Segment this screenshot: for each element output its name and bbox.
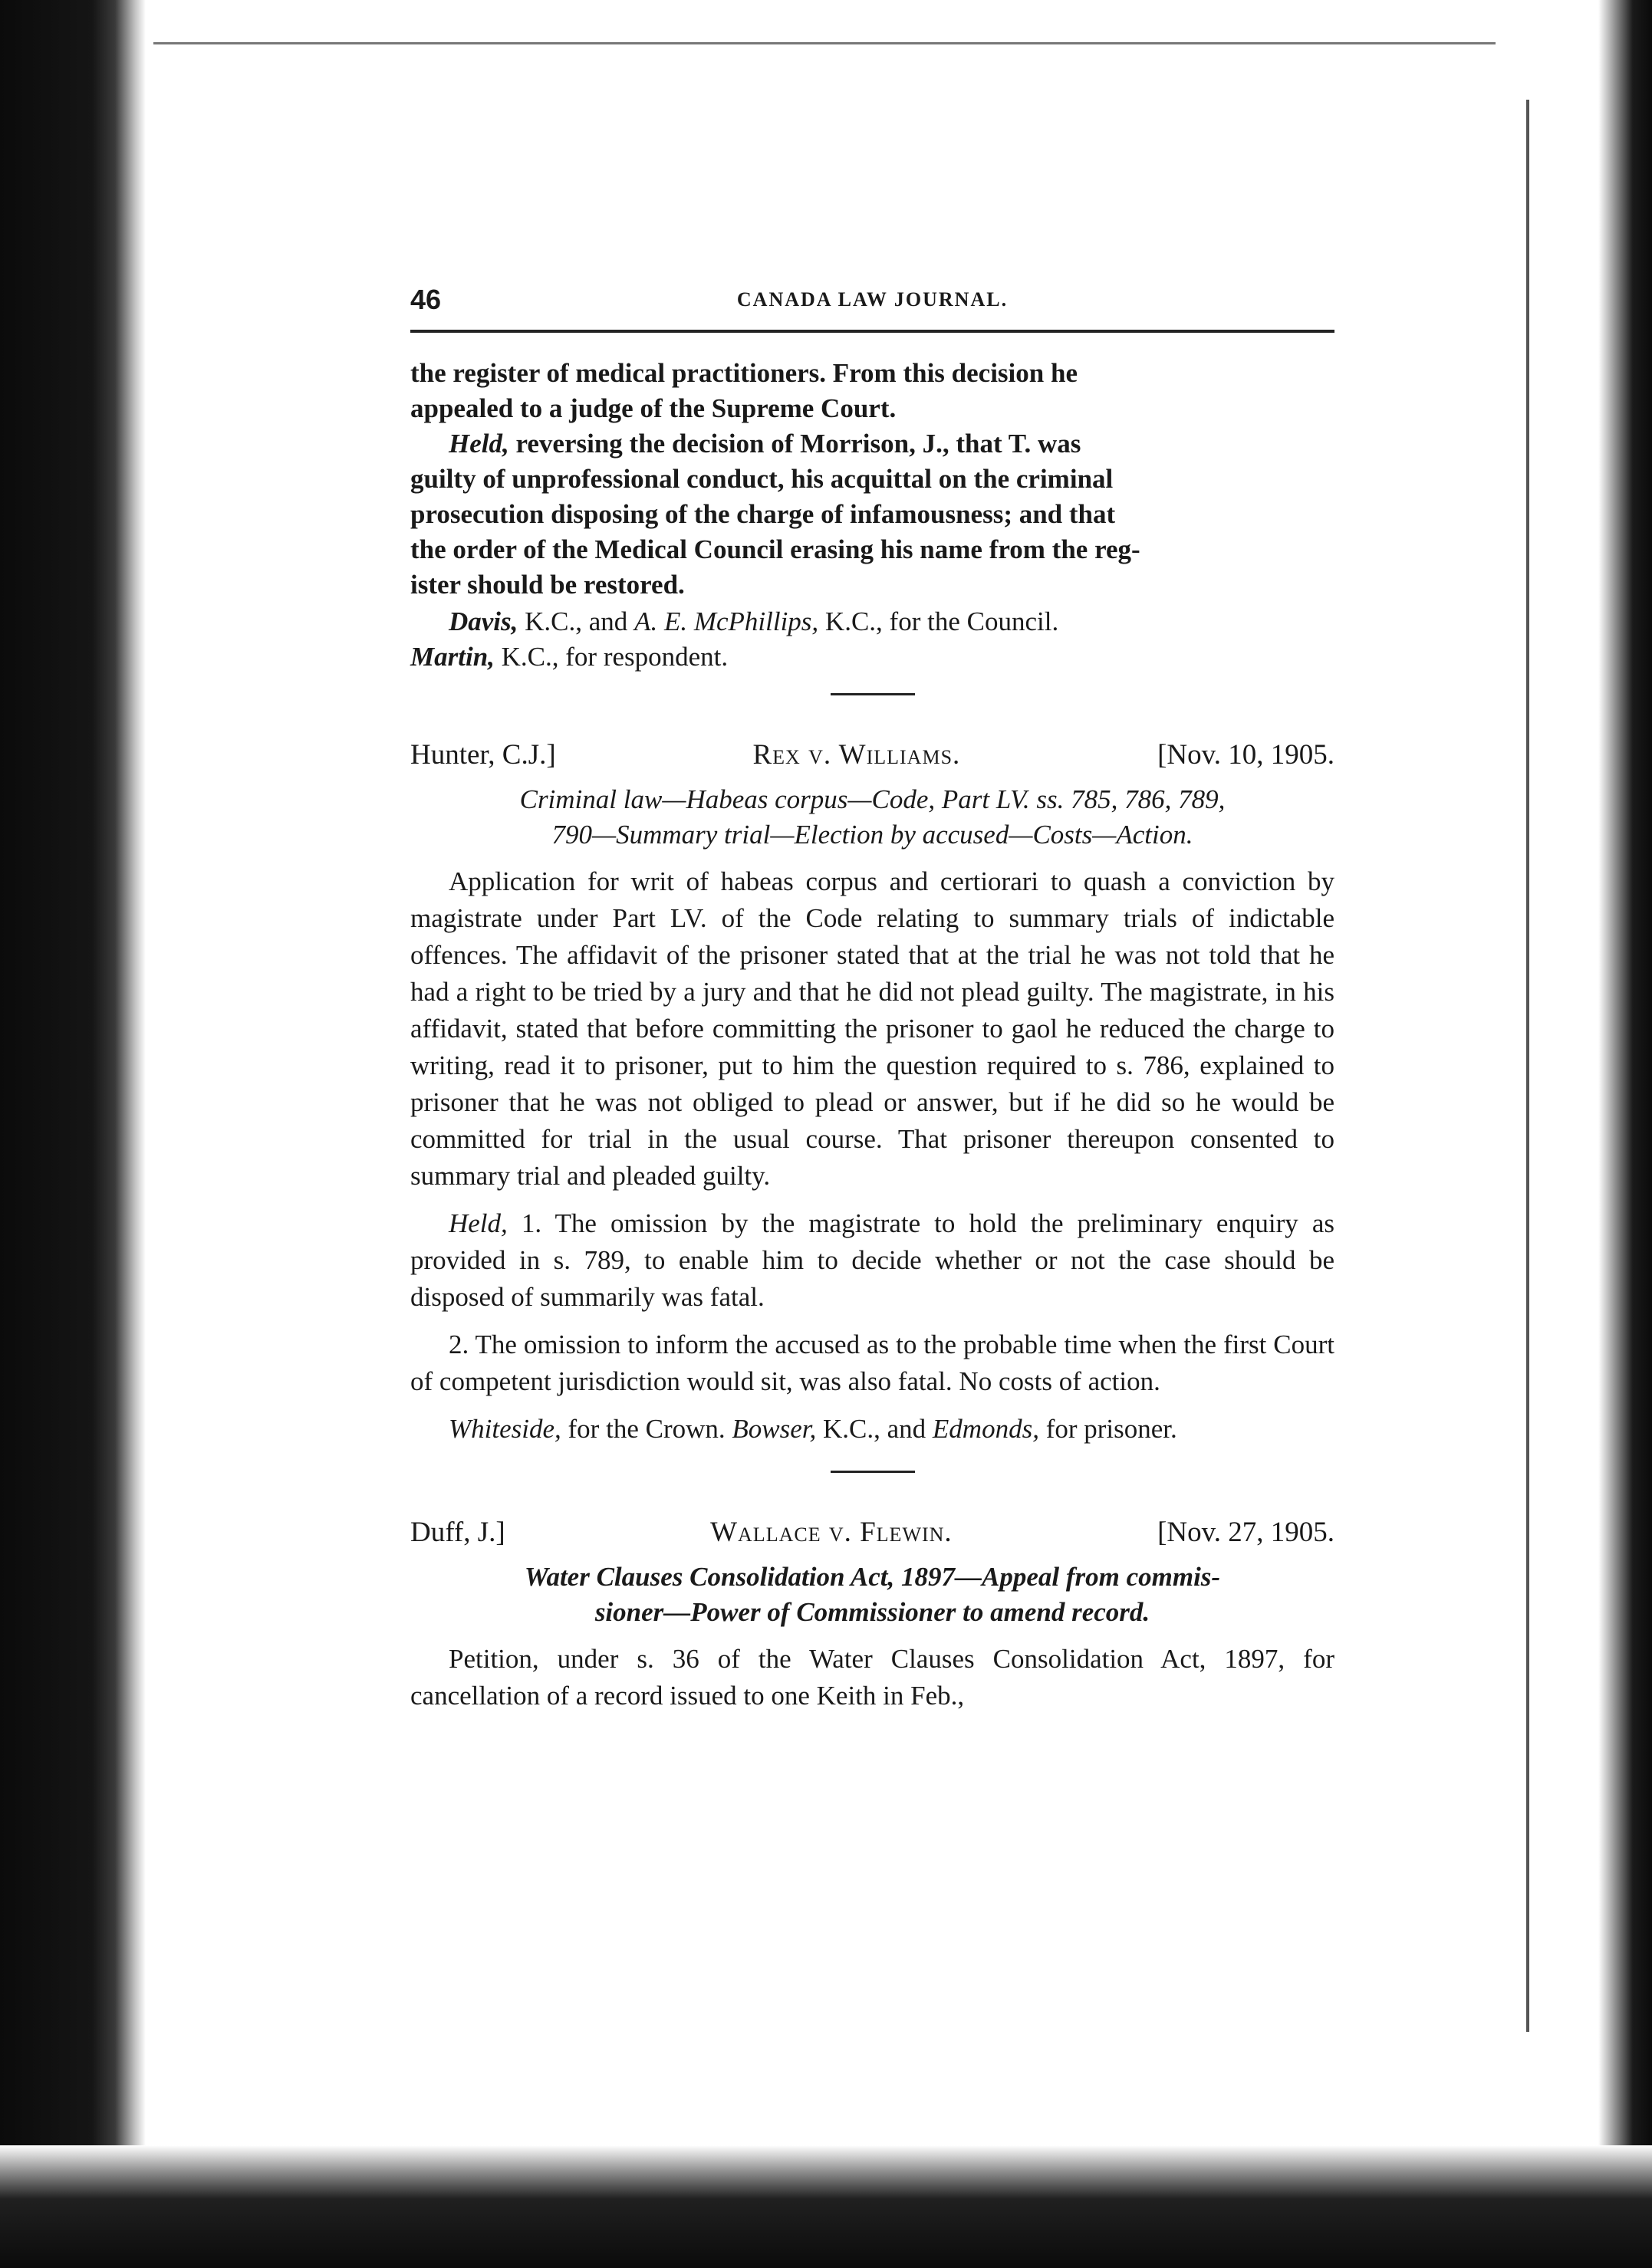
text-line: the register of medical practitioners. From this decision he	[410, 358, 1078, 388]
counsel-name: A. E. McPhillips,	[634, 606, 819, 636]
counsel-line	[410, 1411, 1334, 1448]
counsel-text: K.C., for respondent.	[501, 642, 729, 672]
case-continuation	[410, 356, 1334, 603]
text-line: appealed to a judge of the Supreme Court.	[410, 393, 897, 423]
journal-title: CANADA LAW JOURNAL.	[736, 288, 1009, 311]
held-label: Held,	[449, 429, 509, 459]
judge: Hunter, C.J.]	[410, 739, 556, 771]
counsel-name: Bowser,	[732, 1414, 817, 1444]
counsel-name: Davis,	[449, 606, 518, 636]
page	[410, 284, 1334, 1714]
held-paragraph: 2. The omission to inform the accused as to the probable time when the first Court of competent jurisdiction would sit, was also fatal. No costs of action.	[410, 1330, 1334, 1396]
section-divider	[831, 1471, 915, 1473]
judge: Duff, J.]	[410, 1517, 505, 1548]
page-edge-top	[153, 42, 1496, 44]
scan-shadow-left	[0, 0, 146, 2268]
text-line: the order of the Medical Council erasing his name from the reg-	[410, 534, 1140, 564]
counsel-name: Martin,	[410, 642, 495, 672]
case-date: [Nov. 10, 1905.	[1157, 739, 1334, 771]
text-line: ister should be restored.	[410, 570, 685, 600]
counsel-text: for the Crown.	[568, 1414, 726, 1444]
case-title: Rex v. Williams.	[752, 739, 961, 771]
case-summary: Application for writ of habeas corpus and certiorari to quash a conviction by magistrate under Part LV. of the Code relating to summary trials of indictable offences. The affidavit of the prisoner stated that at the trial he was not told that he had a right to be tried by a jury and that he did not plead guilty. The magistrate, in his affidavit, stated that before committing the prisoner to gaol he reduced the charge to writing, read it to prisoner, put to him the question required to s. 786, explained to prisoner that he was not obliged to plead or answer, but if he did so he would be committed for trial in the usual course. That prisoner thereupon consented to summary trial and pleaded guilty.	[410, 866, 1334, 1191]
case-heading	[410, 738, 1334, 771]
scan-shadow-right	[1598, 0, 1652, 2268]
counsel-text: K.C., and	[525, 606, 628, 636]
held-label: Held,	[449, 1208, 508, 1238]
counsel-text: K.C., and	[823, 1414, 926, 1444]
scan-shadow-bottom	[0, 2145, 1652, 2268]
text-line: prosecution disposing of the charge of infamousness; and that	[410, 499, 1116, 529]
page-edge	[1526, 100, 1529, 2032]
topics-line: 790—Summary trial—Election by accused—Costs—Action.	[551, 820, 1193, 850]
topics-line: Water Clauses Consolidation Act, 1897—Appeal from commis-	[524, 1562, 1221, 1592]
case-topics	[410, 782, 1334, 853]
text-line: guilty of unprofessional conduct, his acquittal on the criminal	[410, 464, 1114, 494]
topics-line: Criminal law—Habeas corpus—Code, Part LV. ss. 785, 786, 789,	[519, 784, 1226, 814]
held-paragraph	[410, 1205, 1334, 1316]
counsel-text: K.C., for the Council.	[824, 606, 1059, 636]
case-date: [Nov. 27, 1905.	[1157, 1517, 1334, 1548]
case-title: Wallace v. Flewin.	[710, 1517, 953, 1548]
counsel-name: Whiteside,	[449, 1414, 561, 1444]
case-topics	[410, 1560, 1334, 1630]
running-header	[410, 284, 1334, 333]
section-divider	[831, 693, 915, 695]
held-line	[410, 426, 1334, 462]
case-summary: Petition, under s. 36 of the Water Clauses Consolidation Act, 1897, for cancellation of a record issued to one Keith in Feb.,	[410, 1644, 1334, 1711]
held-text: 1. The omission by the magistrate to hold the preliminary enquiry as provided in s. 789, to enable him to decide whether or not the case should be disposed of summarily was fatal.	[410, 1208, 1334, 1312]
page-number: 46	[410, 284, 442, 315]
case-heading	[410, 1516, 1334, 1549]
topics-line: sioner—Power of Commissioner to amend record.	[594, 1597, 1150, 1627]
counsel-text: for prisoner.	[1045, 1414, 1177, 1444]
counsel-line	[410, 639, 1334, 675]
counsel-name: Edmonds,	[932, 1414, 1039, 1444]
text-line: reversing the decision of Morrison, J., that T. was	[515, 429, 1081, 459]
counsel-line	[410, 604, 1334, 639]
